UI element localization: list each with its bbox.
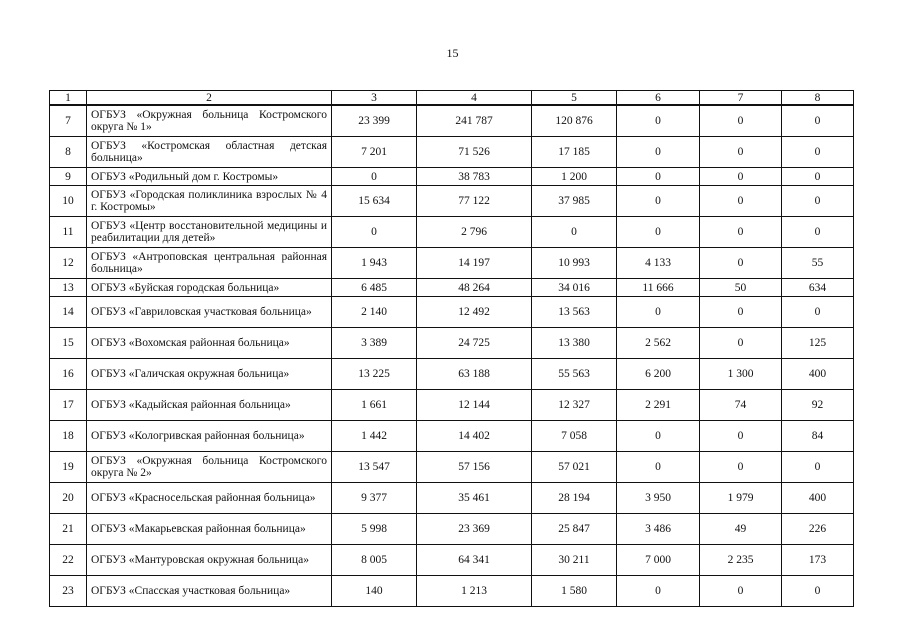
table-row xyxy=(50,328,854,359)
value-cell: 173 xyxy=(782,545,854,576)
institution-name-cell: ОГБУЗ «Окружная больница Костромского округа № 2» xyxy=(87,452,332,483)
row-number-cell: 18 xyxy=(50,421,87,452)
institution-name-cell: ОГБУЗ «Галичская окружная больница» xyxy=(87,359,332,390)
row-number-cell: 7 xyxy=(50,105,87,137)
value-cell: 0 xyxy=(617,297,700,328)
value-cell: 400 xyxy=(782,359,854,390)
value-cell: 30 211 xyxy=(532,545,617,576)
page-number: 15 xyxy=(446,46,459,60)
value-cell: 12 144 xyxy=(417,390,532,421)
value-cell: 2 796 xyxy=(417,217,532,248)
table-row xyxy=(50,137,854,168)
value-cell: 23 399 xyxy=(332,105,417,137)
value-cell: 48 264 xyxy=(417,279,532,297)
institution-name-cell: ОГБУЗ «Вохомская районная больница» xyxy=(87,328,332,359)
value-cell: 13 225 xyxy=(332,359,417,390)
value-cell: 0 xyxy=(617,105,700,137)
value-cell: 7 058 xyxy=(532,421,617,452)
column-header: 6 xyxy=(617,91,700,106)
table-row xyxy=(50,359,854,390)
table-row xyxy=(50,452,854,483)
row-number-cell: 9 xyxy=(50,168,87,186)
value-cell: 0 xyxy=(617,217,700,248)
institution-name-cell: ОГБУЗ «Кадыйская районная больница» xyxy=(87,390,332,421)
column-header: 4 xyxy=(417,91,532,106)
institution-name-cell: ОГБУЗ «Антроповская центральная районная больница» xyxy=(87,248,332,279)
value-cell: 140 xyxy=(332,576,417,607)
table-row xyxy=(50,297,854,328)
value-cell: 15 634 xyxy=(332,186,417,217)
value-cell: 1 442 xyxy=(332,421,417,452)
value-cell: 0 xyxy=(532,217,617,248)
value-cell: 10 993 xyxy=(532,248,617,279)
value-cell: 77 122 xyxy=(417,186,532,217)
value-cell: 13 547 xyxy=(332,452,417,483)
row-number-cell: 10 xyxy=(50,186,87,217)
column-header: 5 xyxy=(532,91,617,106)
row-number-cell: 23 xyxy=(50,576,87,607)
value-cell: 0 xyxy=(617,421,700,452)
row-number-cell: 16 xyxy=(50,359,87,390)
value-cell: 7 000 xyxy=(617,545,700,576)
column-header: 8 xyxy=(782,91,854,106)
value-cell: 9 377 xyxy=(332,483,417,514)
value-cell: 1 943 xyxy=(332,248,417,279)
value-cell: 0 xyxy=(332,217,417,248)
value-cell: 0 xyxy=(617,168,700,186)
table-row xyxy=(50,248,854,279)
table-body xyxy=(50,105,854,607)
value-cell: 23 369 xyxy=(417,514,532,545)
column-header: 2 xyxy=(87,91,332,106)
value-cell: 2 562 xyxy=(617,328,700,359)
value-cell: 0 xyxy=(700,168,782,186)
value-cell: 0 xyxy=(700,217,782,248)
institution-name-cell: ОГБУЗ «Красносельская районная больница» xyxy=(87,483,332,514)
value-cell: 120 876 xyxy=(532,105,617,137)
value-cell: 0 xyxy=(782,186,854,217)
institution-name-cell: ОГБУЗ «Гавриловская участковая больница» xyxy=(87,297,332,328)
row-number-cell: 22 xyxy=(50,545,87,576)
value-cell: 0 xyxy=(700,328,782,359)
value-cell: 1 580 xyxy=(532,576,617,607)
table-row xyxy=(50,105,854,137)
value-cell: 12 327 xyxy=(532,390,617,421)
row-number-cell: 17 xyxy=(50,390,87,421)
value-cell: 5 998 xyxy=(332,514,417,545)
institution-name-cell: ОГБУЗ «Макарьевская районная больница» xyxy=(87,514,332,545)
value-cell: 0 xyxy=(617,576,700,607)
value-cell: 0 xyxy=(782,137,854,168)
value-cell: 14 402 xyxy=(417,421,532,452)
value-cell: 57 156 xyxy=(417,452,532,483)
institution-name-cell: ОГБУЗ «Центр восстановительной медицины и реабилитации для детей» xyxy=(87,217,332,248)
value-cell: 1 661 xyxy=(332,390,417,421)
table-row xyxy=(50,279,854,297)
value-cell: 14 197 xyxy=(417,248,532,279)
value-cell: 2 291 xyxy=(617,390,700,421)
value-cell: 125 xyxy=(782,328,854,359)
institution-name-cell: ОГБУЗ «Окружная больница Костромского округа № 1» xyxy=(87,105,332,137)
table-row xyxy=(50,421,854,452)
value-cell: 35 461 xyxy=(417,483,532,514)
value-cell: 84 xyxy=(782,421,854,452)
table-row xyxy=(50,576,854,607)
value-cell: 57 021 xyxy=(532,452,617,483)
row-number-cell: 21 xyxy=(50,514,87,545)
value-cell: 226 xyxy=(782,514,854,545)
value-cell: 1 200 xyxy=(532,168,617,186)
row-number-cell: 15 xyxy=(50,328,87,359)
value-cell: 6 485 xyxy=(332,279,417,297)
value-cell: 74 xyxy=(700,390,782,421)
row-number-cell: 20 xyxy=(50,483,87,514)
value-cell: 0 xyxy=(782,105,854,137)
value-cell: 11 666 xyxy=(617,279,700,297)
value-cell: 0 xyxy=(617,137,700,168)
value-cell: 1 213 xyxy=(417,576,532,607)
value-cell: 3 486 xyxy=(617,514,700,545)
value-cell: 12 492 xyxy=(417,297,532,328)
value-cell: 0 xyxy=(700,137,782,168)
value-cell: 1 300 xyxy=(700,359,782,390)
institution-name-cell: ОГБУЗ «Буйская городская больница» xyxy=(87,279,332,297)
institution-name-cell: ОГБУЗ «Городская поликлиника взрослых № 4 г. Костромы» xyxy=(87,186,332,217)
value-cell: 0 xyxy=(782,217,854,248)
value-cell: 0 xyxy=(617,452,700,483)
value-cell: 0 xyxy=(700,421,782,452)
value-cell: 0 xyxy=(700,297,782,328)
value-cell: 38 783 xyxy=(417,168,532,186)
row-number-cell: 19 xyxy=(50,452,87,483)
value-cell: 0 xyxy=(782,168,854,186)
table-row xyxy=(50,545,854,576)
value-cell: 37 985 xyxy=(532,186,617,217)
value-cell: 0 xyxy=(782,576,854,607)
value-cell: 0 xyxy=(700,452,782,483)
value-cell: 17 185 xyxy=(532,137,617,168)
value-cell: 13 380 xyxy=(532,328,617,359)
column-header: 1 xyxy=(50,91,87,106)
institution-name-cell: ОГБУЗ «Мантуровская окружная больница» xyxy=(87,545,332,576)
value-cell: 34 016 xyxy=(532,279,617,297)
value-cell: 0 xyxy=(617,186,700,217)
value-cell: 3 950 xyxy=(617,483,700,514)
table-row xyxy=(50,217,854,248)
value-cell: 64 341 xyxy=(417,545,532,576)
row-number-cell: 13 xyxy=(50,279,87,297)
column-header: 3 xyxy=(332,91,417,106)
table-row xyxy=(50,390,854,421)
table-row xyxy=(50,168,854,186)
hospital-data-table xyxy=(49,90,854,607)
value-cell: 92 xyxy=(782,390,854,421)
column-header: 7 xyxy=(700,91,782,106)
value-cell: 28 194 xyxy=(532,483,617,514)
value-cell: 0 xyxy=(700,248,782,279)
value-cell: 50 xyxy=(700,279,782,297)
institution-name-cell: ОГБУЗ «Костромская областная детская больница» xyxy=(87,137,332,168)
value-cell: 6 200 xyxy=(617,359,700,390)
row-number-cell: 12 xyxy=(50,248,87,279)
value-cell: 13 563 xyxy=(532,297,617,328)
value-cell: 25 847 xyxy=(532,514,617,545)
value-cell: 241 787 xyxy=(417,105,532,137)
institution-name-cell: ОГБУЗ «Кологривская районная больница» xyxy=(87,421,332,452)
value-cell: 1 979 xyxy=(700,483,782,514)
value-cell: 0 xyxy=(700,576,782,607)
value-cell: 400 xyxy=(782,483,854,514)
value-cell: 0 xyxy=(332,168,417,186)
value-cell: 0 xyxy=(782,452,854,483)
value-cell: 55 563 xyxy=(532,359,617,390)
value-cell: 7 201 xyxy=(332,137,417,168)
row-number-cell: 8 xyxy=(50,137,87,168)
value-cell: 634 xyxy=(782,279,854,297)
value-cell: 4 133 xyxy=(617,248,700,279)
value-cell: 3 389 xyxy=(332,328,417,359)
table-row xyxy=(50,186,854,217)
value-cell: 8 005 xyxy=(332,545,417,576)
table-row xyxy=(50,483,854,514)
value-cell: 24 725 xyxy=(417,328,532,359)
value-cell: 71 526 xyxy=(417,137,532,168)
value-cell: 2 235 xyxy=(700,545,782,576)
value-cell: 0 xyxy=(700,186,782,217)
value-cell: 55 xyxy=(782,248,854,279)
value-cell: 0 xyxy=(700,105,782,137)
table-row xyxy=(50,514,854,545)
institution-name-cell: ОГБУЗ «Спасская участковая больница» xyxy=(87,576,332,607)
value-cell: 63 188 xyxy=(417,359,532,390)
value-cell: 0 xyxy=(782,297,854,328)
value-cell: 49 xyxy=(700,514,782,545)
row-number-cell: 11 xyxy=(50,217,87,248)
value-cell: 2 140 xyxy=(332,297,417,328)
institution-name-cell: ОГБУЗ «Родильный дом г. Костромы» xyxy=(87,168,332,186)
row-number-cell: 14 xyxy=(50,297,87,328)
table-header-row xyxy=(50,91,854,106)
